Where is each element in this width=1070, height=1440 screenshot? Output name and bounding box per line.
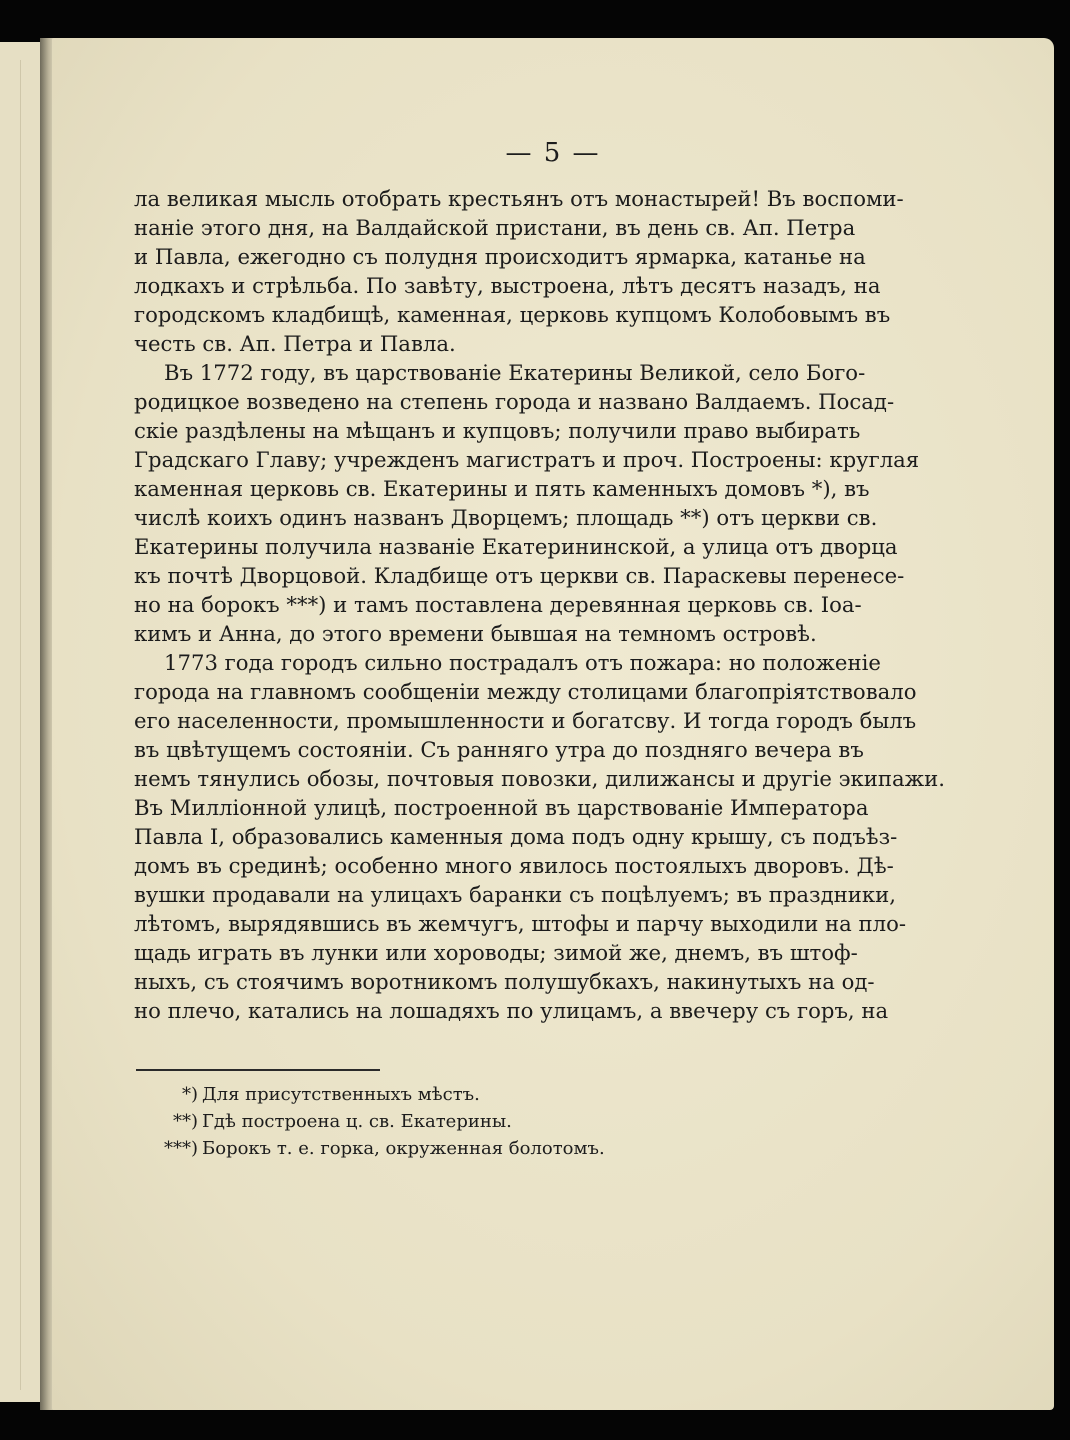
text-line: ла великая мысль отобрать крестьянъ отъ монастырей! Въ воспоми- (134, 186, 904, 211)
text-line: но плечо, катались на лошадяхъ по улицамъ, а ввечеру съ горъ, на (134, 998, 889, 1023)
footnote (148, 1135, 605, 1162)
text-line: Екатерины получила названіе Екатерининской, а улица отъ дворца (134, 534, 898, 559)
footnote-marker: **) (172, 1111, 198, 1132)
text-line: и Павла, ежегодно съ полудня происходитъ ярмарка, катанье на (134, 244, 866, 269)
text-line: Градскаго Главу; учрежденъ магистратъ и проч. Построены: круглая (134, 447, 920, 472)
footnote-divider (136, 1069, 380, 1071)
text-line: щадь играть въ лунки или хороводы; зимой же, днемъ, въ штоф- (134, 940, 858, 965)
footnote (148, 1108, 605, 1135)
text-line: къ почтѣ Дворцовой. Кладбище отъ церкви св. Параскевы перенесе- (134, 563, 905, 588)
text-line: лѣтомъ, вырядявшись въ жемчугъ, штофы и парчу выходили на пло- (134, 911, 907, 936)
footnote-text: Борокъ т. е. горка, окруженная болотомъ. (202, 1138, 605, 1159)
text-line: городскомъ кладбищѣ, каменная, церковь купцомъ Колобовымъ въ (134, 302, 891, 327)
text-line: кимъ и Анна, до этого времени бывшая на темномъ островѣ. (134, 621, 817, 646)
footnote-text: Гдѣ построена ц. св. Екатерины. (202, 1111, 512, 1132)
footnote (148, 1081, 605, 1108)
footnote-marker: ***) (163, 1138, 198, 1159)
text-line: лодкахъ и стрѣльба. По завѣту, выстроена, лѣтъ десятъ назадъ, на (134, 273, 881, 298)
text-line: города на главномъ сообщеніи между столицами благопріятствовало (134, 679, 917, 704)
page-edge-line (20, 60, 21, 1390)
text-line: Въ Милліонной улицѣ, построенной въ царствованіе Императора (134, 795, 869, 820)
text-line: его населенности, промышленности и богатсву. И тогда городъ былъ (134, 708, 917, 733)
text-line: но на борокъ ***) и тамъ поставлена деревянная церковь св. Іоа- (134, 592, 862, 617)
footnotes (148, 1081, 605, 1162)
text-line: Павла I, образовались каменныя дома подъ одну крышу, съ подъѣз- (134, 824, 898, 849)
text-line: Въ 1772 году, въ царствованіе Екатерины Великой, село Бого- (164, 360, 866, 385)
text-line: честь св. Ап. Петра и Павла. (134, 331, 456, 356)
text-line: въ цвѣтущемъ состояніи. Съ ранняго утра до поздняго вечера въ (134, 737, 864, 762)
text-line: немъ тянулись обозы, почтовыя повозки, дилижансы и другіе экипажи. (134, 766, 945, 791)
text-line: 1773 года городъ сильно пострадалъ отъ пожара: но положеніе (164, 650, 881, 675)
body-text (134, 184, 945, 1025)
footnote-text: Для присутственныхъ мѣстъ. (202, 1084, 480, 1105)
text-line: наніе этого дня, на Валдайской пристани, въ день св. Ап. Петра (134, 215, 856, 240)
text-line: вушки продавали на улицахъ баранки съ поцѣлуемъ; въ праздники, (134, 882, 897, 907)
text-line: скіе раздѣлены на мѣщанъ и купцовъ; получили право выбирать (134, 418, 861, 443)
footnote-marker: *) (181, 1084, 198, 1105)
text-line: домъ въ срединѣ; особенно много явилось постоялыхъ дворовъ. Дѣ- (134, 853, 894, 878)
text-line: каменная церковь св. Екатерины и пять каменныхъ домовъ *), въ (134, 476, 870, 501)
page-number: — 5 — (505, 138, 601, 168)
book-page (52, 38, 1054, 1410)
text-line: числѣ коихъ одинъ названъ Дворцемъ; площадь **) отъ церкви св. (134, 505, 878, 530)
text-line: ныхъ, съ стоячимъ воротникомъ полушубкахъ, накинутыхъ на од- (134, 969, 875, 994)
text-line: родицкое возведено на степень города и названо Валдаемъ. Посад- (134, 389, 895, 414)
